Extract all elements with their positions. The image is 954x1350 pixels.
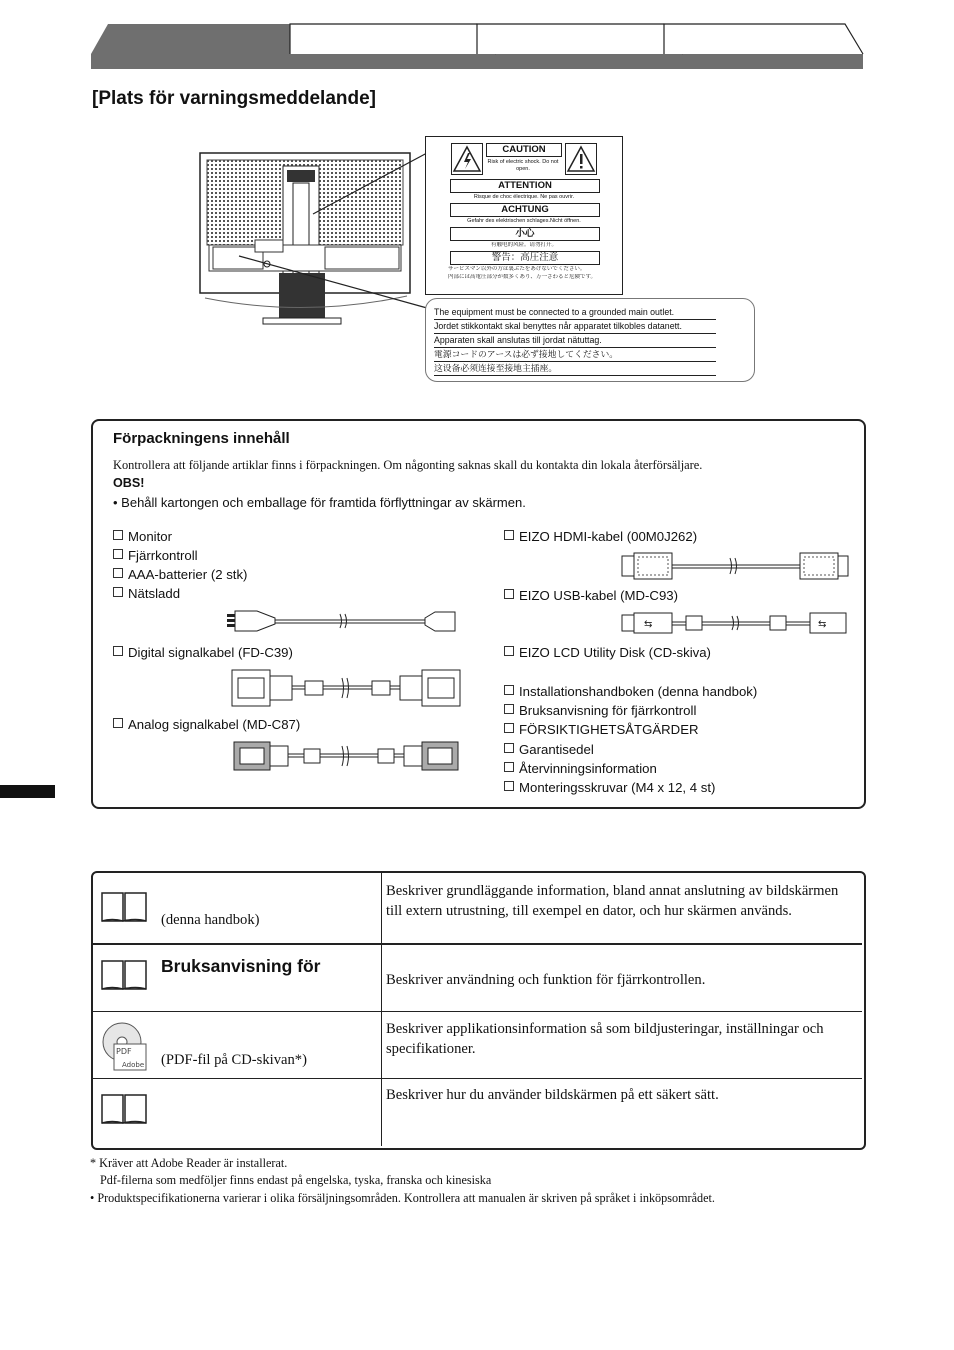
caution-label: CAUTION xyxy=(486,143,562,157)
package-intro: Kontrollera att följande artiklar finns i förpackningen. Om någonting saknas skall du kontakta din lokala återförsäljare. xyxy=(113,458,703,472)
checkbox-icon xyxy=(504,704,514,714)
usb-cable-illustration xyxy=(620,610,852,636)
manual-book-icon xyxy=(100,1092,148,1126)
caution-subtext: Risk of electric shock. Do not open. xyxy=(487,159,559,172)
checkbox-icon xyxy=(504,589,514,599)
checkbox-icon xyxy=(113,587,123,597)
tab-4 xyxy=(664,24,863,54)
japanese-warning-line-2: 内部には高電圧部分が数多くあり、万一さわると危険です。 xyxy=(448,274,597,280)
pdf-label: PDF xyxy=(116,1047,132,1056)
checklist-item: AAA-batterier (2 stk) xyxy=(113,567,247,582)
analog-cable-illustration xyxy=(232,738,462,774)
attention-subtext: Risque de choc électrique. Ne pas ouvrir. xyxy=(473,194,575,200)
tab-3 xyxy=(477,24,683,54)
checkbox-icon xyxy=(504,762,514,772)
checkbox-icon xyxy=(504,646,514,656)
exclamation-warning-icon xyxy=(565,143,597,175)
ground-line-en: The equipment must be connected to a grounded main outlet. xyxy=(434,306,716,320)
manual-book-icon xyxy=(100,890,148,924)
row1-description: Beskriver grundläggande information, bland annat anslutning av bildskärmen till extern utrustning, till exempel en dator, och hur skärmen används. xyxy=(386,883,839,919)
checklist-item: EIZO HDMI-kabel (00M0J262) xyxy=(504,529,697,544)
row2-description: Beskriver användning och funktion för fjärrkontrollen. xyxy=(386,972,706,988)
checklist-item: EIZO LCD Utility Disk (CD-skiva) xyxy=(504,645,711,660)
ground-line-ja: 電源コードのアースは必ず接地してください。 xyxy=(434,348,716,362)
tab-2 xyxy=(290,24,496,54)
achtung-subtext: Gefahr des elektrischen schlages.Nicht öffnen. xyxy=(467,218,581,224)
table-divider xyxy=(91,1078,862,1079)
row3-subtitle: (PDF-fil på CD-skivan*) xyxy=(161,1052,307,1068)
svg-text:⇆: ⇆ xyxy=(644,619,653,630)
checkbox-icon xyxy=(504,685,514,695)
checklist-item: FÖRSIKTIGHETSÅTGÄRDER xyxy=(504,722,699,737)
section-heading: [Plats för varningsmeddelande] xyxy=(92,88,377,109)
checklist-item: Digital signalkabel (FD-C39) xyxy=(113,645,293,660)
svg-text:⇆: ⇆ xyxy=(818,619,827,630)
footnote-2: Pdf-filerna som medföljer finns endast på engelska, tyska, franska och kinesiska xyxy=(100,1173,492,1187)
checkbox-icon xyxy=(504,781,514,791)
row2-title: Bruksanvisning för xyxy=(161,956,321,976)
footnote-3: • Produktspecifikationerna varierar i olika försäljningsområden. Kontrollera att manualen är skriven på språket i inköpsområdet. xyxy=(90,1191,715,1205)
checklist-item: EIZO USB-kabel (MD-C93) xyxy=(504,588,678,603)
hdmi-cable-illustration xyxy=(620,550,850,582)
attention-label: ATTENTION xyxy=(450,179,600,193)
checklist-item: Installationshandboken (denna handbok) xyxy=(504,684,757,699)
checklist-item: Fjärrkontroll xyxy=(113,548,198,563)
power-cord-illustration xyxy=(225,606,460,636)
table-column-divider xyxy=(381,872,382,1146)
checkbox-icon xyxy=(113,568,123,578)
pdf-cd-icon xyxy=(100,1020,150,1072)
manual-book-icon xyxy=(100,958,148,992)
chinese-caution-label: 小心 xyxy=(450,227,600,241)
checkbox-icon xyxy=(504,530,514,540)
chapter-edge-marker xyxy=(0,785,55,798)
table-divider xyxy=(91,1011,862,1012)
checklist-item: Bruksanvisning för fjärrkontroll xyxy=(504,703,696,718)
japanese-warning-line-1: サービスマン以外の方は裏ぶたをあけないでください。 xyxy=(448,266,586,272)
grounding-label xyxy=(425,298,755,382)
checkbox-icon xyxy=(504,723,514,733)
footnote-1: * Kräver att Adobe Reader är installerat. xyxy=(90,1156,288,1170)
ground-line-sv: Apparaten skall anslutas till jordat nätuttag. xyxy=(434,334,716,348)
chapter-tab-bar xyxy=(0,0,954,80)
package-title: Förpackningens innehåll xyxy=(113,430,290,447)
row3-description: Beskriver applikationsinformation så som bildjusteringar, inställningar och specifikationer. xyxy=(386,1021,824,1057)
checklist-item: Nätsladd xyxy=(113,586,180,601)
ground-line-no: Jordet stikkontakt skal benyttes når apparatet tilkobles datanett. xyxy=(434,320,716,334)
checklist-item: Återvinningsinformation xyxy=(504,761,657,776)
electric-shock-warning-icon xyxy=(451,143,483,175)
checklist-item: Monitor xyxy=(113,529,172,544)
checkbox-icon xyxy=(504,743,514,753)
dvi-cable-illustration xyxy=(230,664,462,712)
row4-description: Beskriver hur du använder bildskärmen på ett säkert sätt. xyxy=(386,1087,719,1103)
adobe-label: Adobe xyxy=(122,1061,145,1069)
japanese-warning-label: 警告：高圧注意 xyxy=(450,251,600,265)
tab-active xyxy=(91,24,307,54)
warning-label xyxy=(425,136,623,295)
checkbox-icon xyxy=(113,646,123,656)
checkbox-icon xyxy=(113,530,123,540)
package-note: • Behåll kartongen och emballage för framtida förflyttningar av skärmen. xyxy=(113,495,526,510)
package-obs: OBS! xyxy=(113,476,145,490)
checkbox-icon xyxy=(113,549,123,559)
checklist-item: Monteringsskruvar (M4 x 12, 4 st) xyxy=(504,780,715,795)
chinese-caution-subtext: 有触电的风险。请勿打开。 xyxy=(490,242,557,248)
checklist-item: Analog signalkabel (MD-C87) xyxy=(113,717,300,732)
achtung-label: ACHTUNG xyxy=(450,203,600,217)
checklist-item: Garantisedel xyxy=(504,742,594,757)
table-divider xyxy=(91,943,862,945)
row1-subtitle: (denna handbok) xyxy=(161,912,260,928)
ground-line-zh: 这设备必须连接至接地主插座。 xyxy=(434,362,716,376)
checkbox-icon xyxy=(113,718,123,728)
